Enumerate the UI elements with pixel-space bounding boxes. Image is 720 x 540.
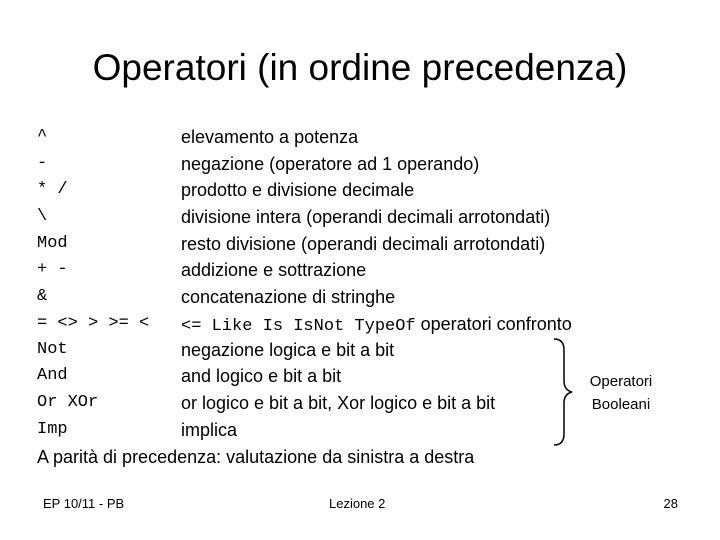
operator-row <box>37 338 697 362</box>
operator-symbol: * / <box>37 180 68 199</box>
operator-description: concatenazione di stringhe <box>181 287 396 307</box>
operator-row <box>37 232 697 256</box>
operator-description: elevamento a potenza <box>181 127 359 147</box>
footer-lesson: Lezione 2 <box>329 496 386 511</box>
operator-symbol: And <box>37 366 68 385</box>
operator-description: prodotto e divisione decimale <box>181 180 415 200</box>
operator-description: negazione (operatore ad 1 operando) <box>181 154 480 174</box>
boolean-operators-label <box>581 370 661 416</box>
comparison-label: operatori confronto <box>415 314 572 334</box>
operator-symbol: ^ <box>37 127 48 146</box>
operator-row <box>37 418 697 442</box>
comparison-operators-code: <= Like Is IsNot TypeOf <box>181 317 416 336</box>
operator-row <box>37 125 697 149</box>
operator-symbol: + - <box>37 260 68 279</box>
operator-description: or logico e bit a bit, Xor logico e bit a bit <box>181 393 496 413</box>
operator-description: resto divisione (operandi decimali arrotondati) <box>181 234 546 254</box>
operator-row <box>37 205 697 229</box>
operator-description: and logico e bit a bit <box>181 366 342 386</box>
operator-symbol: & <box>37 287 48 306</box>
operator-description: divisione intera (operandi decimali arrotondati) <box>181 207 551 227</box>
operator-description: negazione logica e bit a bit <box>181 340 395 360</box>
operator-symbol: Not <box>37 340 68 359</box>
operator-row <box>37 285 697 309</box>
operator-symbol: - <box>37 154 48 173</box>
operator-description: addizione e sottrazione <box>181 260 367 280</box>
operator-symbol: Imp <box>37 420 68 439</box>
operator-symbol: Mod <box>37 234 68 253</box>
operator-symbol: Or XOr <box>37 393 99 412</box>
slide-title: Operatori (in ordine precedenza) <box>92 47 628 88</box>
precedence-note: A parità di precedenza: valutazione da sinistra a destra <box>37 447 475 467</box>
operator-row <box>37 152 697 176</box>
footer-course: EP 10/11 - PB <box>43 496 125 511</box>
operator-row <box>37 312 697 336</box>
bracket-label-line1: Operatori <box>589 373 653 390</box>
operator-row <box>37 258 697 282</box>
bracket-label-line2: Booleani <box>591 396 651 413</box>
operator-description: implica <box>181 420 238 440</box>
footer-page-number: 28 <box>663 496 678 511</box>
operator-symbol: = <> > >= < <box>37 314 150 333</box>
operator-row <box>37 178 697 202</box>
operator-symbol: \ <box>37 207 48 226</box>
operator-description <box>181 312 572 339</box>
